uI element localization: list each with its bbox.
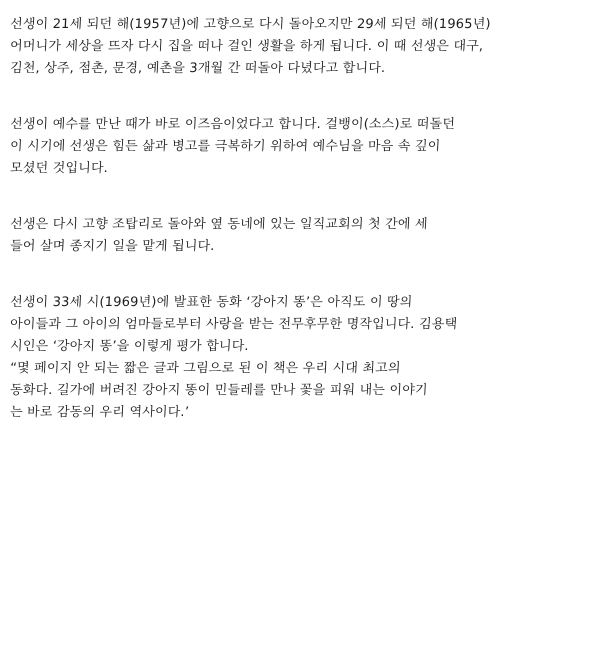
paragraph-spacer — [10, 258, 594, 292]
paragraph-4 — [10, 292, 594, 424]
text-line: 선생이 예수를 만난 때가 바로 이즈음이었다고 합니다. 걸뱅이(소스)로 떠돌던 — [9, 117, 456, 132]
text-line: 이 시기에 선생은 힘든 삶과 병고를 극복하기 위하여 예수님을 마음 속 깊이 — [9, 139, 441, 154]
text-line: 시인은 ‘강아지 똥’을 이렇게 평가 합니다. — [9, 339, 250, 354]
text-line: 들어 살며 종지기 일을 맡게 됩니다. — [9, 239, 216, 254]
paragraph-1 — [10, 14, 594, 80]
paragraph-2 — [10, 114, 594, 180]
text-line: 김천, 상주, 점촌, 문경, 예촌을 3개월 간 떠돌아 다녔다고 합니다. — [9, 61, 386, 76]
quote-line: 는 바로 감동의 우리 역사이다.’ — [9, 405, 190, 420]
text-line: 모셨던 것입니다. — [9, 161, 109, 176]
paragraph-spacer — [10, 180, 594, 214]
quote-line: “몇 페이지 안 되는 짧은 글과 그림으로 된 이 책은 우리 시대 최고의 — [9, 361, 402, 376]
text-line: 선생이 21세 되던 해(1957년)에 고향으로 다시 돌아오지만 29세 되던 해(1965년) — [9, 17, 492, 32]
paragraph-3 — [10, 214, 594, 258]
quote-line: 동화다. 길가에 버려진 강아지 똥이 민들레를 만나 꽃을 피워 내는 이야기 — [9, 383, 429, 398]
paragraph-spacer — [10, 80, 594, 114]
text-line: 어머니가 세상을 뜨자 다시 집을 떠나 걸인 생활을 하게 됩니다. 이 때 선생은 대구, — [9, 39, 484, 54]
text-line: 선생이 33세 시(1969년)에 발표한 동화 ‘강아지 똥’은 아직도 이 땅의 — [9, 295, 413, 310]
text-line: 아이들과 그 아이의 엄마들로부터 사랑을 받는 전무후무한 명작입니다. 김용택 — [9, 317, 458, 332]
text-line: 선생은 다시 고향 조탑리로 돌아와 옆 동네에 있는 일직교회의 첫 간에 세 — [9, 217, 429, 232]
